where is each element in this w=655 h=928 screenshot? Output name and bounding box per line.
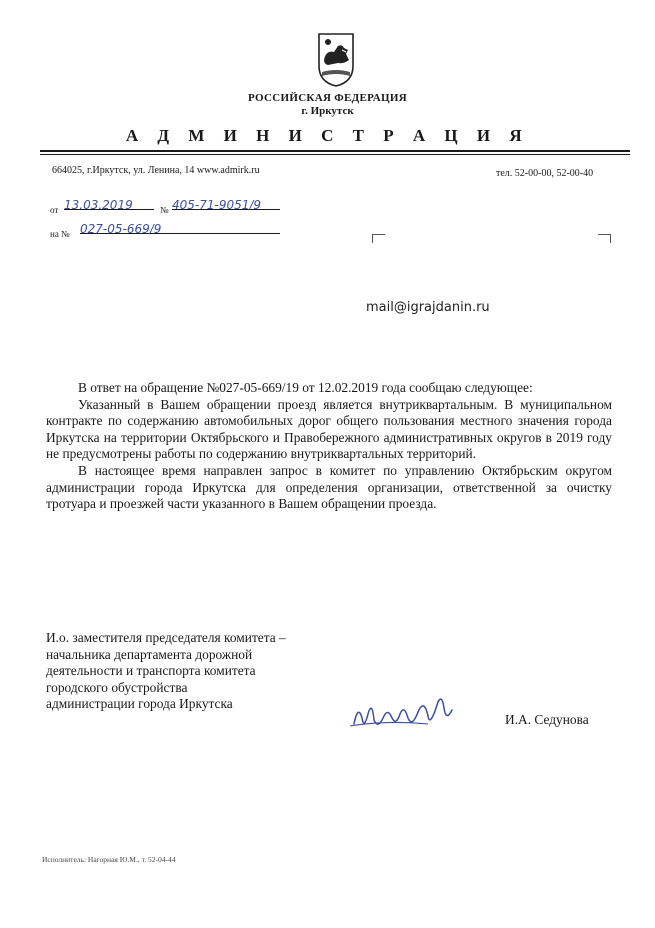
from-label: от xyxy=(50,205,59,215)
city-heading: г. Иркутск xyxy=(301,105,354,117)
paragraph-intro: В ответ на обращение №027-05-669/19 от 12.02.2019 года сообщаю следующее: xyxy=(78,380,533,395)
address-bracket-right xyxy=(598,234,611,243)
reply-number-handwritten: 027-05-669/9 xyxy=(80,222,162,236)
signer-title-line: И.о. заместителя председателя комитета – xyxy=(46,630,286,645)
signer-title-line: начальника департамента дорожной xyxy=(46,646,253,662)
irkutsk-coat-of-arms-icon xyxy=(316,30,356,88)
number-handwritten: 405-71-9051/9 xyxy=(172,198,262,212)
number-label: № xyxy=(160,205,169,215)
paragraph-request: В настоящее время направлен запрос в комитет по управлению Октябрьским округом администрации города Иркутска для определения организации, ответственной за очистку тротуара и проезжей части указанного в Вашем обращении проезда. xyxy=(46,462,612,512)
reply-number-field xyxy=(80,220,280,234)
date-handwritten: 13.03.2019 xyxy=(64,198,133,212)
signer-title-line: деятельности и транспорта комитета xyxy=(46,663,256,679)
signer-title xyxy=(46,630,286,713)
executor-note: Исполнитель: Нагорная Ю.М., т. 52-04-44 xyxy=(42,855,176,864)
country-heading: РОССИЙСКАЯ ФЕДЕРАЦИЯ xyxy=(248,92,407,104)
recipient-email: mail@igrajdanin.ru xyxy=(366,300,490,315)
address-bracket-left xyxy=(372,234,385,243)
signer-name: И.А. Седунова xyxy=(505,712,589,727)
number-field xyxy=(172,196,280,210)
header-rule-thin xyxy=(40,154,630,155)
signer-title-line: городского обустройства xyxy=(46,679,188,695)
date-field xyxy=(64,196,154,210)
header-rule-thick xyxy=(40,150,630,152)
phone-line: тел. 52-00-00, 52-00-40 xyxy=(496,168,594,179)
signer-title-line: администрации города Иркутска xyxy=(46,696,233,712)
letter-body xyxy=(46,380,612,513)
paragraph-main: Указанный в Вашем обращении проезд является внутриквартальным. В муниципальном контракте по содержанию автомобильных дорог общего пользования местного значения города Иркутска на территории Октябрьского и Правобережного административных округов в 2019 году не предусмотрены работы по содержанию внутриквартальных территорий. xyxy=(46,396,612,462)
address-line: 664025, г.Иркутск, ул. Ленина, 14 www.admirk.ru xyxy=(52,165,260,176)
handwritten-signature-icon xyxy=(348,690,458,738)
organization-heading: А Д М И Н И С Т Р А Ц И Я xyxy=(125,126,530,145)
reply-label: на № xyxy=(50,229,70,239)
